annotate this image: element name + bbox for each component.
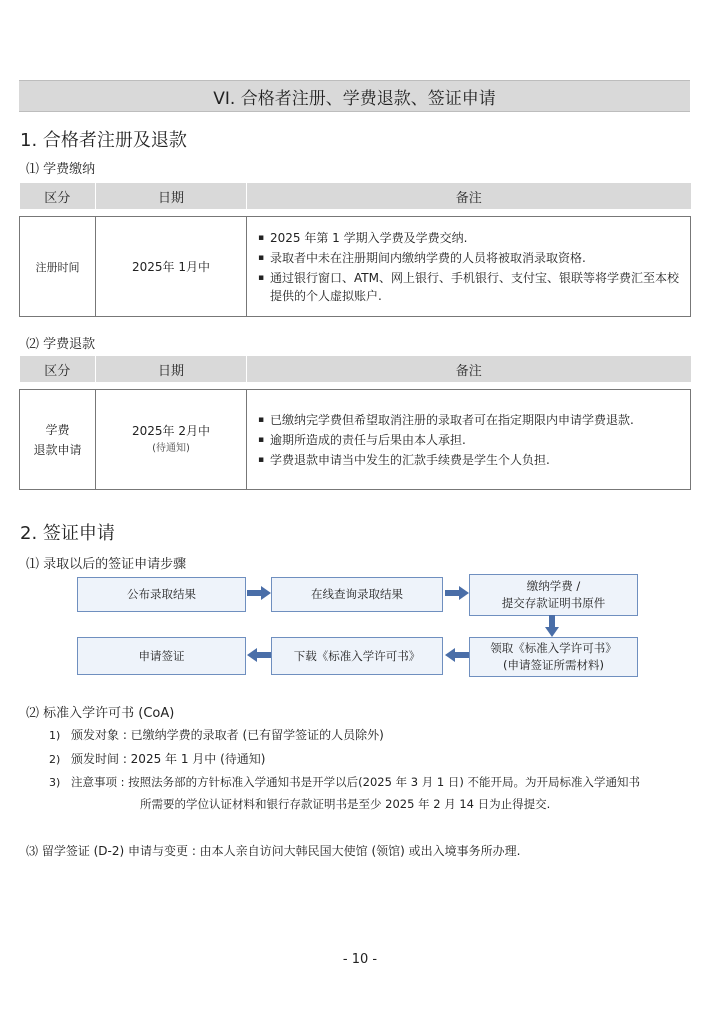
row-notes	[247, 390, 691, 490]
student-visa-line: ⑶ 留学签证 (D-2) 申请与变更 : 由本人亲自访问大韩民国大使馆 (领馆) 或出入境事务所办理.	[26, 844, 521, 858]
row-date: 2025年 1月中	[96, 217, 247, 317]
coa-item-number: 2)	[49, 753, 61, 766]
coa-item-text: 注意事项 : 按照法务部的方针标准入学通知书是开学以后(2025 年 3 月 1 日) 不能开局。为开局标准入学通知书	[71, 775, 640, 789]
flow-step-receive-coa	[469, 637, 638, 677]
refund-subtitle: ⑵ 学费退款	[26, 337, 96, 352]
coa-item-continuation: 所需要的学位认证材料和银行存款证明书是至少 2025 年 2 月 14 日为止得提交.	[140, 797, 551, 811]
flow-step-label: 提交存款证明书原件	[501, 596, 606, 610]
col-header-category: 区分	[20, 183, 96, 209]
section2-title: 2. 签证申请	[20, 523, 115, 544]
section-banner: VI. 合格者注册、学费退款、签证申请	[19, 80, 690, 112]
note-item: ▪ 已缴纳完学费但希望取消注册的录取者可在指定期限内申请学费退款.	[258, 411, 681, 429]
col-header-date: 日期	[96, 356, 247, 382]
coa-subtitle: ⑵ 标准入学许可书 (CoA)	[26, 706, 175, 721]
table-row	[20, 217, 691, 317]
flow-step-label: 在线查询录取结果	[311, 587, 403, 601]
coa-item	[49, 774, 640, 790]
col-header-notes: 备注	[247, 356, 691, 382]
row-category-line2: 退款申请	[33, 442, 82, 457]
row-date	[96, 390, 247, 490]
flow-step-label: 公布录取结果	[127, 587, 196, 601]
flow-step-label: 缴纳学费 /	[526, 579, 581, 593]
table-row	[20, 390, 691, 490]
flow-step-label: (申请签证所需材料)	[503, 658, 604, 672]
arrow-down-icon	[545, 615, 559, 637]
row-category	[20, 390, 96, 490]
row-date-value: 2025年 2月中	[132, 423, 210, 438]
refund-table	[19, 356, 691, 490]
col-header-notes: 备注	[247, 183, 691, 209]
flow-step-label: 申请签证	[138, 648, 185, 663]
note-item: ▪ 2025 年第 1 学期入学费及学费交纳.	[258, 229, 681, 247]
flow-step-announce-results	[77, 577, 246, 612]
coa-item-text: 颁发对象 : 已缴纳学费的录取者 (已有留学签证的人员除外)	[71, 728, 384, 742]
page-number: - 10 -	[342, 952, 378, 967]
flow-step-label: 领取《标准入学许可书》	[490, 641, 617, 655]
note-item: ▪ 逾期所造成的责任与后果由本人承担.	[258, 431, 681, 449]
row-category: 注册时间	[20, 217, 96, 317]
flow-step-pay-fees	[469, 574, 638, 616]
row-date-note: (待通知)	[152, 442, 190, 454]
arrow-left-icon	[247, 648, 271, 662]
section1-title: 1. 合格者注册及退款	[20, 130, 187, 151]
row-category-line1: 学费	[45, 422, 70, 437]
coa-item	[49, 750, 265, 767]
fee-payment-subtitle: ⑴ 学费缴纳	[26, 162, 96, 177]
flow-step-check-results	[271, 577, 443, 612]
fee-payment-table	[19, 183, 691, 317]
col-header-date: 日期	[96, 183, 247, 209]
coa-item-text: 颁发时间 : 2025 年 1 月中 (待通知)	[71, 752, 266, 766]
note-item: ▪ 通过银行窗口、ATM、网上银行、手机银行、支付宝、银联等将学费汇至本校提供的个人虚拟账户.	[258, 269, 681, 305]
note-item: ▪ 学费退款申请当中发生的汇款手续费是学生个人负担.	[258, 451, 681, 469]
note-item: ▪ 录取者中未在注册期间内缴纳学费的人员将被取消录取资格.	[258, 249, 681, 267]
arrow-right-icon	[247, 586, 271, 600]
flow-step-label: 下载《标准入学许可书》	[293, 648, 421, 663]
coa-item-number: 3)	[49, 776, 61, 789]
coa-item-number: 1)	[49, 729, 61, 742]
flow-step-apply-visa	[77, 637, 246, 675]
arrow-left-icon	[445, 648, 469, 662]
arrow-right-icon	[445, 586, 469, 600]
coa-item	[49, 726, 384, 743]
visa-steps-subtitle: ⑴ 录取以后的签证申请步骤	[26, 557, 187, 572]
row-notes	[247, 217, 691, 317]
flow-step-download-coa	[271, 637, 443, 675]
col-header-category: 区分	[20, 356, 96, 382]
